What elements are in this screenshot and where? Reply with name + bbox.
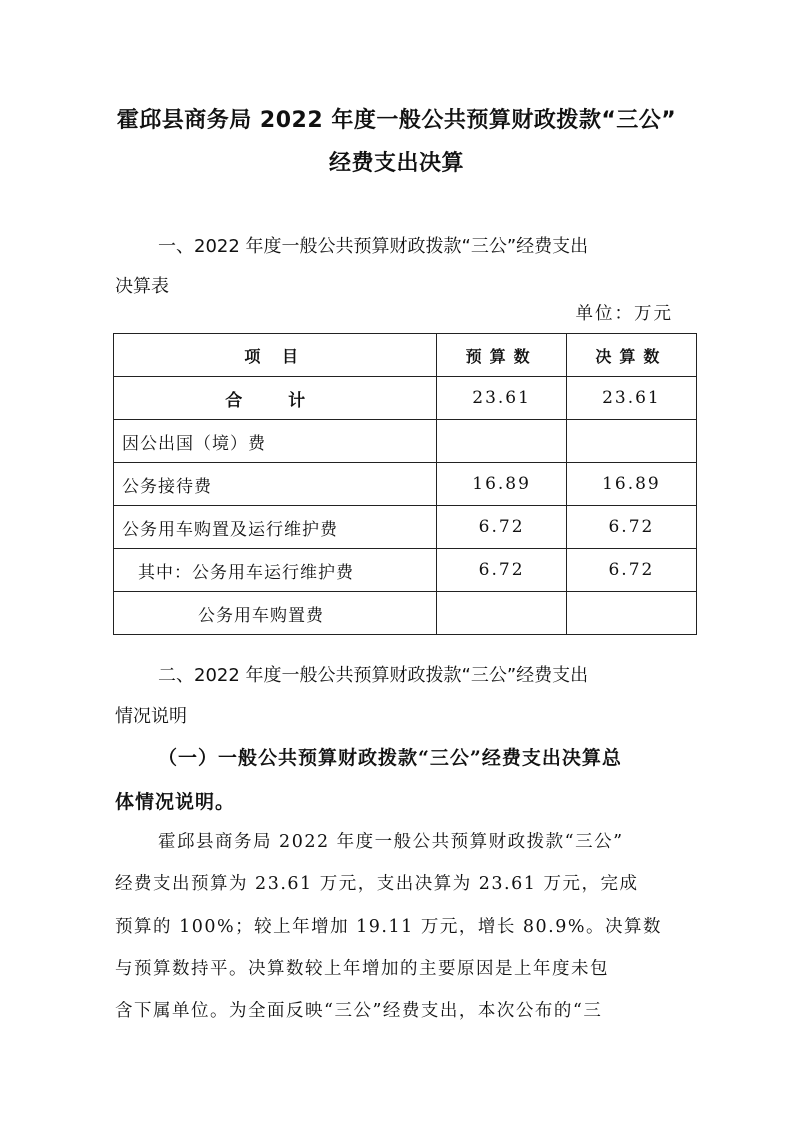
unit-label: 单位：万元 <box>575 304 673 324</box>
row-item: 其中：公务用车运行维护费 <box>114 549 437 592</box>
table-row <box>114 420 697 463</box>
row-budget: 6.72 <box>437 549 566 592</box>
table-row <box>114 463 697 506</box>
row-item: 公务接待费 <box>114 463 437 506</box>
subsection-heading-line-2: 体情况说明。 <box>115 791 236 813</box>
paragraph-line: 预算的 100%；较上年增加 19.11 万元，增长 80.9%。决算数 <box>115 917 662 937</box>
section-1-heading-line-1: 一、2022 年度一般公共预算财政拨款“三公”经费支出 <box>158 236 589 257</box>
table-row <box>114 506 697 549</box>
header-final: 决算数 <box>566 334 696 377</box>
table-header-row <box>114 334 697 377</box>
paragraph-line: 与预算数持平。决算数较上年增加的主要原因是上年度未包 <box>115 959 609 979</box>
section-2-heading-line-2: 情况说明 <box>115 706 187 727</box>
table-row <box>114 592 697 635</box>
document-title-line-1: 霍邱县商务局 2022 年度一般公共预算财政拨款“三公” <box>116 108 677 133</box>
section-2-heading-line-1: 二、2022 年度一般公共预算财政拨款“三公”经费支出 <box>158 665 589 686</box>
document-title-line-2: 经费支出决算 <box>328 151 464 176</box>
row-item: 公务用车购置及运行维护费 <box>114 506 437 549</box>
paragraph-line: 经费支出预算为 23.61 万元，支出决算为 23.61 万元，完成 <box>115 874 639 894</box>
header-item: 项 目 <box>114 334 437 377</box>
paragraph-line: 含下属单位。为全面反映“三公”经费支出，本次公布的“三 <box>115 1001 603 1021</box>
row-item: 合 计 <box>114 377 437 420</box>
row-budget: 23.61 <box>437 377 566 420</box>
row-final <box>566 420 696 463</box>
row-budget: 6.72 <box>437 506 566 549</box>
subsection-heading-line-1: （一）一般公共预算财政拨款“三公”经费支出决算总 <box>158 747 622 769</box>
row-budget <box>437 420 566 463</box>
row-budget <box>437 592 566 635</box>
three-public-expenses-table <box>113 333 697 635</box>
row-final: 6.72 <box>566 549 696 592</box>
row-final: 16.89 <box>566 463 696 506</box>
row-final <box>566 592 696 635</box>
row-final: 6.72 <box>566 506 696 549</box>
row-budget: 16.89 <box>437 463 566 506</box>
header-budget: 预算数 <box>437 334 566 377</box>
row-item: 公务用车购置费 <box>114 592 437 635</box>
section-1-heading-line-2: 决算表 <box>115 276 169 297</box>
paragraph-line: 霍邱县商务局 2022 年度一般公共预算财政拨款“三公” <box>158 832 624 852</box>
table-row-total <box>114 377 697 420</box>
row-item: 因公出国（境）费 <box>114 420 437 463</box>
row-final: 23.61 <box>566 377 696 420</box>
table-row <box>114 549 697 592</box>
